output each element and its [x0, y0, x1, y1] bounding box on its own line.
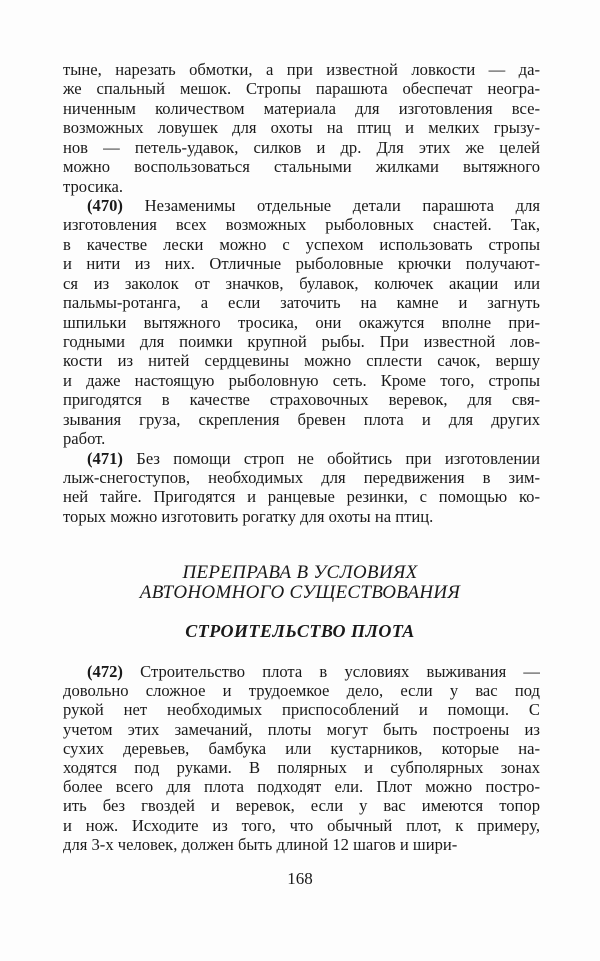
line-text: работ.: [63, 429, 106, 449]
text-line: [63, 313, 540, 332]
text-line: [63, 351, 540, 370]
text-line: [63, 758, 540, 777]
text-line: [63, 60, 540, 79]
text-line: [63, 429, 540, 448]
text-line: [63, 99, 540, 118]
line-text: кости из нитей сердцевины можно сплести сачок, вершу: [63, 351, 540, 371]
line-text: и даже настоящую рыболовную сеть. Кроме того, стропы: [63, 370, 540, 390]
paragraph-number: (471): [87, 448, 123, 468]
line-text: и нож. Исходите из того, что обычный плот, к примеру,: [63, 815, 540, 835]
line-text: годными для поимки крупной рыбы. При известной лов-: [63, 332, 540, 352]
line-text: ниченным количеством материала для изготовления все-: [63, 98, 540, 118]
text-line: [63, 371, 540, 390]
text-line: [63, 138, 540, 157]
line-text: сухих деревьев, бамбука или кустарников, которые на-: [63, 738, 540, 758]
line-text: изготовления всех возможных рыболовных снастей. Так,: [63, 215, 540, 235]
text-line: [87, 662, 540, 681]
text-line: [63, 835, 540, 854]
text-line: [63, 681, 540, 700]
text-line: [63, 507, 540, 526]
text-line: [63, 254, 540, 273]
line-text: учетом этих замечаний, плоты могут быть построены из: [63, 719, 540, 739]
text-line: [63, 468, 540, 487]
line-text: тросика.: [63, 176, 124, 196]
text-line: [63, 390, 540, 409]
line-text: ить без гвоздей и веревок, если у вас имеются топор: [63, 796, 540, 816]
line-text: нов — петель-удавок, силков и др. Для этих же целей: [63, 137, 540, 157]
section-title-line-1: ПЕРЕПРАВА В УСЛОВИЯХ: [182, 562, 418, 583]
section-title-line-2: АВТОНОМНОГО СУЩЕСТВОВАНИЯ: [139, 582, 461, 603]
text-line: [63, 177, 540, 196]
text-line: [63, 796, 540, 815]
line-text: Строительство плота в условиях выживания —: [140, 662, 540, 681]
line-text: рукой нет необходимых приспособлений и помощи. С: [63, 700, 540, 720]
paragraph-number: (472): [87, 662, 123, 681]
line-text: и нити из них. Отличные рыболовные крючки получают-: [63, 254, 540, 274]
text-line: [63, 235, 540, 254]
text-line: [63, 274, 540, 293]
line-text: для 3-х человек, должен быть длиной 12 шагов и шири-: [63, 834, 458, 854]
line-text: довольно сложное и трудоемкое дело, если у вас под: [63, 681, 540, 701]
line-text: зывания груза, скрепления бревен плота и для других: [63, 409, 540, 429]
line-text: Незаменимы отдельные детали парашюта для: [144, 196, 540, 215]
paragraph-number: (470): [87, 196, 123, 215]
page-number: 168: [287, 869, 313, 888]
line-text: ся из заколок от значков, булавок, колючек акации или: [63, 273, 540, 293]
text-line: [87, 449, 540, 468]
text-line: [63, 739, 540, 758]
text-line: [63, 720, 540, 739]
line-text: же спальный мешок. Стропы парашюта обеспечат неогра-: [63, 79, 540, 99]
text-line: [63, 700, 540, 719]
line-text: ней тайге. Пригодятся и ранцевые резинки, с помощью ко-: [63, 487, 540, 507]
line-text: в качестве лески можно с успехом использовать стропы: [63, 234, 540, 254]
text-line: [63, 487, 540, 506]
text-line: [63, 215, 540, 234]
line-text: более всего для плота подходят ели. Плот можно постро-: [63, 777, 540, 797]
line-text: возможных ловушек для охоты на птиц и мелких грызу-: [63, 118, 540, 138]
text-line: [63, 79, 540, 98]
text-line: [63, 410, 540, 429]
line-text: Без помощи строп не обойтись при изготовлении: [136, 448, 540, 468]
line-text: лыж-снегоступов, необходимых для передвижения в зим-: [63, 468, 540, 488]
text-line: [63, 118, 540, 137]
line-text: тыне, нарезать обмотки, а при известной ловкости — да-: [63, 60, 540, 79]
text-line: [63, 157, 540, 176]
line-text: ходятся под руками. В полярных и субполярных зонах: [63, 758, 540, 777]
line-text: торых можно изготовить рогатку для охоты на птиц.: [63, 506, 434, 526]
text-line: [63, 816, 540, 835]
text-line: [63, 293, 540, 312]
line-text: можно воспользоваться стальными жилками вытяжного: [63, 157, 540, 177]
text-line: [63, 777, 540, 796]
line-text: пальмы-ротанга, а если заточить на камне и загнуть: [63, 293, 540, 313]
subsection-title: СТРОИТЕЛЬСТВО ПЛОТА: [185, 621, 415, 641]
line-text: шпильки вытяжного тросика, они окажутся вполне при-: [63, 312, 540, 332]
text-line: [87, 196, 540, 215]
text-line: [63, 332, 540, 351]
line-text: пригодятся в качестве страховочных веревок, для свя-: [63, 390, 540, 410]
